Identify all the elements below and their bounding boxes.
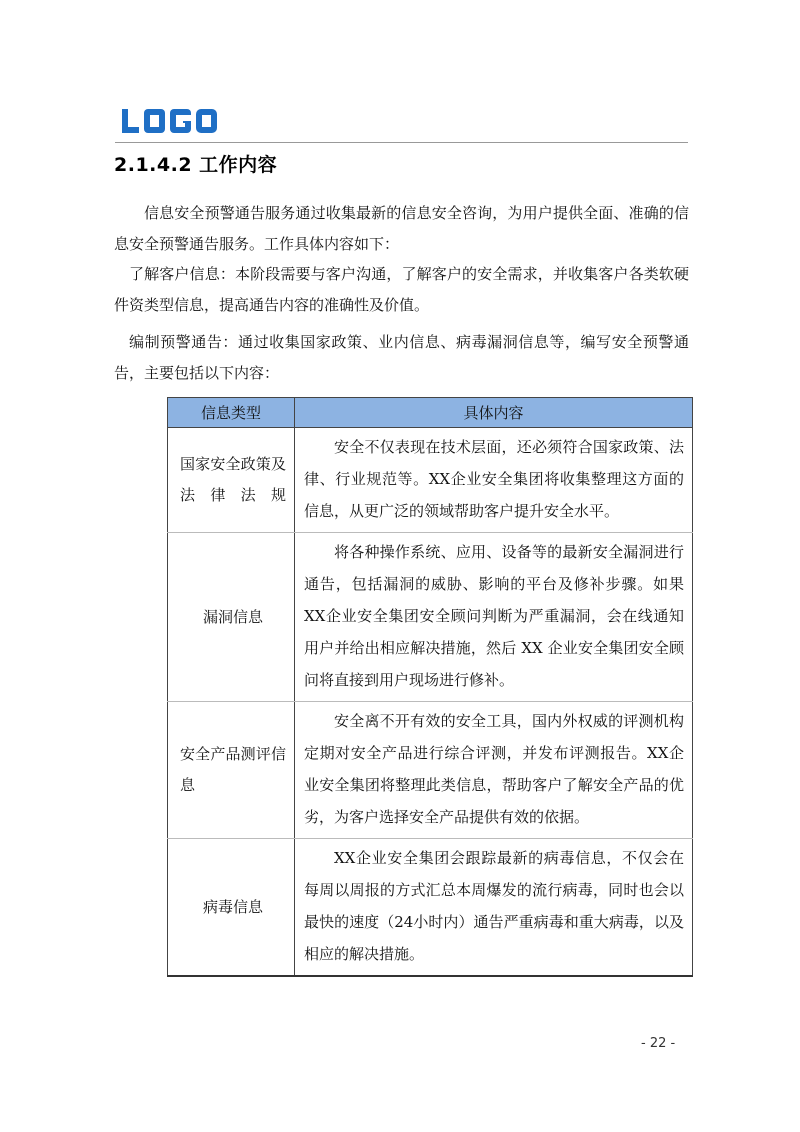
table-row — [168, 839, 693, 977]
section-title: 2.1.4.2 工作内容 — [114, 154, 278, 176]
intro-paragraph: 信息安全预警通告服务通过收集最新的信息安全咨询，为用户提供全面、准确的信息安全预警通告服务。工作具体内容如下： — [114, 204, 689, 253]
table-row — [168, 428, 693, 533]
info-content-cell: 安全离不开有效的安全工具，国内外权威的评测机构定期对安全产品进行综合评测，并发布评测报告。XX企业安全集团将整理此类信息，帮助客户了解安全产品的优劣，为客户选择安全产品提供有效的依据。 — [295, 702, 693, 839]
header-divider — [115, 142, 688, 143]
table-row — [168, 533, 693, 702]
column-header-content: 具体内容 — [295, 398, 693, 428]
info-type-cell: 病毒信息 — [168, 839, 295, 977]
info-table — [167, 397, 693, 977]
table-row — [168, 702, 693, 839]
logo — [120, 103, 220, 143]
info-content-cell: 安全不仅表现在技术层面，还必须符合国家政策、法律、行业规范等。XX企业安全集团将收集整理这方面的信息，从更广泛的领域帮助客户提升安全水平。 — [295, 428, 693, 533]
compile-notice-paragraph: 编制预警通告：通过收集国家政策、业内信息、病毒漏洞信息等，编写安全预警通告，主要包括以下内容： — [114, 333, 689, 382]
info-type-cell: 国家安全政策及法律法规 — [168, 428, 295, 533]
info-content-cell: 将各种操作系统、应用、设备等的最新安全漏洞进行通告，包括漏洞的威胁、影响的平台及修补步骤。如果XX企业安全集团安全顾问判断为严重漏洞，会在线通知用户并给出相应解决措施，然后 XX 企业安全集团安全顾问将直接到用户现场进行修补。 — [295, 533, 693, 702]
column-header-type: 信息类型 — [168, 398, 295, 428]
logo-icon — [120, 103, 220, 139]
info-type-cell: 安全产品测评信息 — [168, 702, 295, 839]
info-type-cell: 漏洞信息 — [168, 533, 295, 702]
understand-customer-paragraph: 了解客户信息：本阶段需要与客户沟通，了解客户的安全需求，并收集客户各类软硬件资类型信息，提高通告内容的准确性及价值。 — [114, 265, 689, 314]
page-number: - 22 - — [641, 1036, 676, 1051]
info-content-cell: XX企业安全集团会跟踪最新的病毒信息，不仅会在每周以周报的方式汇总本周爆发的流行病毒，同时也会以最快的速度（24小时内）通告严重病毒和重大病毒，以及相应的解决措施。 — [295, 839, 693, 977]
table-header-row — [168, 398, 693, 428]
